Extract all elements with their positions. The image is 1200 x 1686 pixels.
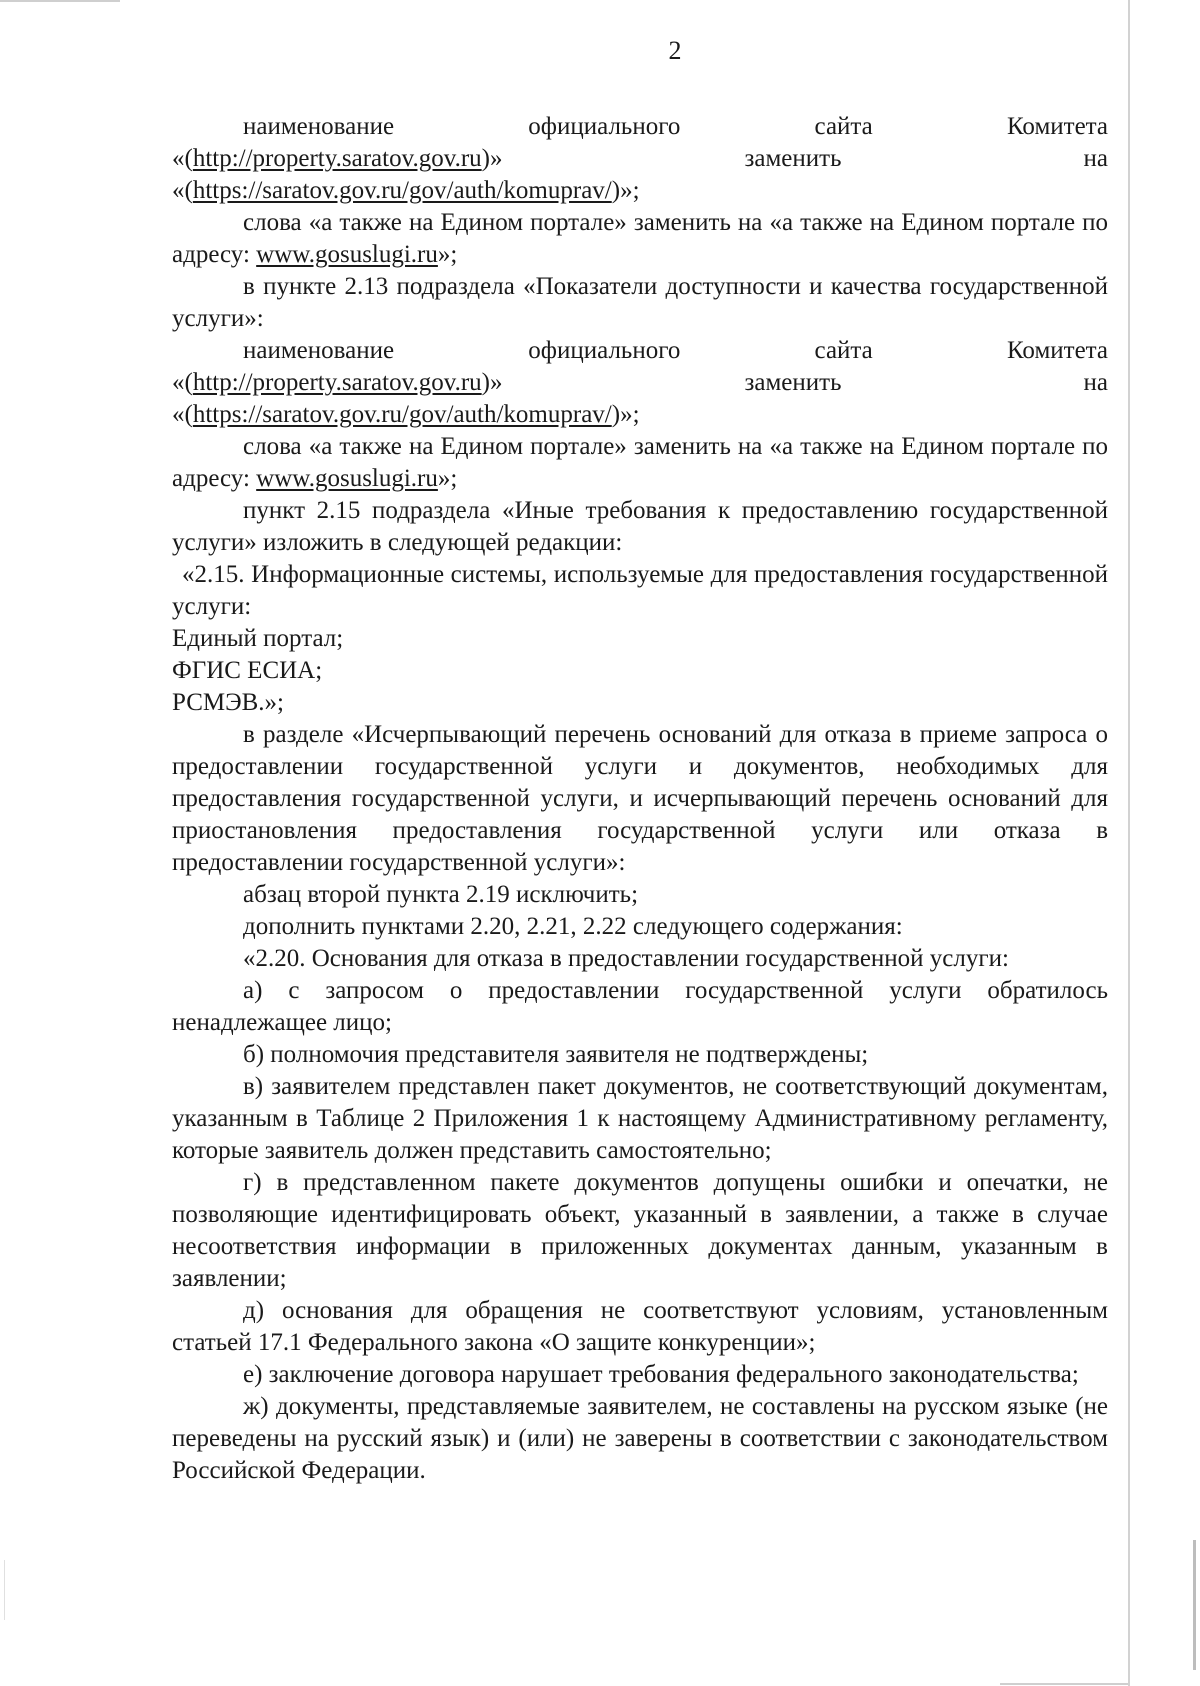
- url-text: http://property.saratov.gov.ru: [192, 145, 482, 172]
- list-item-d: д) основания для обращения не соответствуют условиям, установленным статьей 17.1 Федерального закона «О защите конкуренции»;: [172, 1297, 1108, 1356]
- page-number: 2: [668, 36, 682, 65]
- paragraph-2-19: абзац второй пункта 2.19 исключить;: [243, 881, 639, 908]
- list-item-fgis: ФГИС ЕСИА;: [172, 657, 323, 684]
- url-text: www.gosuslugi.ru: [256, 465, 438, 492]
- paragraph-line: наименование официального сайта Комитета: [243, 337, 1108, 364]
- paragraph-2-20: «2.20. Основания для отказа в предоставлении государственной услуги:: [243, 945, 1009, 972]
- paragraph-line: «(https://saratov.gov.ru/gov/auth/komuprav/)»;: [172, 401, 640, 428]
- paragraph-section-grounds: в разделе «Исчерпывающий перечень оснований для отказа в приеме запроса о предоставлении государственной услуги и документов, необходимых для предоставления государственной услуги, и исчерпывающий перечень оснований для приостановления предоставления государственной услуги или отказа в предоставлении государственной услуги»:: [172, 721, 1108, 876]
- list-item-b: б) полномочия представителя заявителя не подтверждены;: [243, 1041, 869, 1068]
- paragraph-line: наименование официального сайта Комитета: [243, 113, 1108, 140]
- paragraph-portal-1: слова «а также на Едином портале» заменить на «а также на Едином портале по адресу: www.gosuslugi.ru»;: [172, 209, 1108, 268]
- paragraph-site-name-1: [172, 111, 1108, 207]
- list-item-e: е) заключение договора нарушает требования федерального законодательства;: [243, 1361, 1079, 1388]
- url-text: https://saratov.gov.ru/gov/auth/komuprav/: [192, 401, 612, 428]
- paragraph-add-points: дополнить пунктами 2.20, 2.21, 2.22 следующего содержания:: [243, 913, 903, 940]
- list-item-rsmev: РСМЭВ.»;: [172, 689, 284, 716]
- paragraph-site-name-2: [172, 335, 1108, 431]
- list-item-v: в) заявителем представлен пакет документов, не соответствующий документам, указанным в Таблице 2 Приложения 1 к настоящему Административному регламенту, которые заявитель должен представить самостоятельно;: [172, 1073, 1108, 1164]
- list-item-g: г) в представленном пакете документов допущены ошибки и опечатки, не позволяющие идентифицировать объект, указанный в заявлении, а также в случае несоответствия информации в приложенных документах данным, указанным в заявлении;: [172, 1169, 1108, 1292]
- paragraph-line: «(http://property.saratov.gov.ru)» заменить на: [172, 145, 1108, 172]
- paragraph-point-2-15: пункт 2.15 подраздела «Иные требования к предоставлению государственной услуги» изложить в следующей редакции:: [172, 497, 1108, 556]
- url-text: www.gosuslugi.ru: [256, 241, 438, 268]
- scan-edge-left: [4, 1560, 5, 1620]
- scan-edge-mark: [1193, 1540, 1196, 1670]
- scan-edge-top: [0, 0, 120, 2]
- url-text: http://property.saratov.gov.ru: [192, 369, 482, 396]
- list-item-zh: ж) документы, представляемые заявителем, не составлены на русском языке (не переведены на русский язык) и (или) не заверены в соответствии с законодательством Российской Федерации.: [172, 1393, 1108, 1484]
- scan-edge-bottom: [1000, 1683, 1128, 1685]
- scan-edge-right: [1128, 0, 1130, 1686]
- paragraph-point-2-13: в пункте 2.13 подраздела «Показатели доступности и качества государственной услуги»:: [172, 273, 1108, 332]
- paragraph-line: «(http://property.saratov.gov.ru)» заменить на: [172, 369, 1108, 396]
- paragraph-2-15-text: «2.15. Информационные системы, используемые для предоставления государственной услуги:: [172, 561, 1108, 620]
- paragraph-line: «(https://saratov.gov.ru/gov/auth/komuprav/)»;: [172, 177, 640, 204]
- list-item-portal: Единый портал;: [172, 625, 344, 652]
- paragraph-portal-2: слова «а также на Едином портале» заменить на «а также на Едином портале по адресу: www.gosuslugi.ru»;: [172, 433, 1108, 492]
- url-text: https://saratov.gov.ru/gov/auth/komuprav/: [192, 177, 612, 204]
- list-item-a: а) с запросом о предоставлении государственной услуги обратилось ненадлежащее лицо;: [172, 977, 1108, 1036]
- document-body: [172, 111, 1108, 1487]
